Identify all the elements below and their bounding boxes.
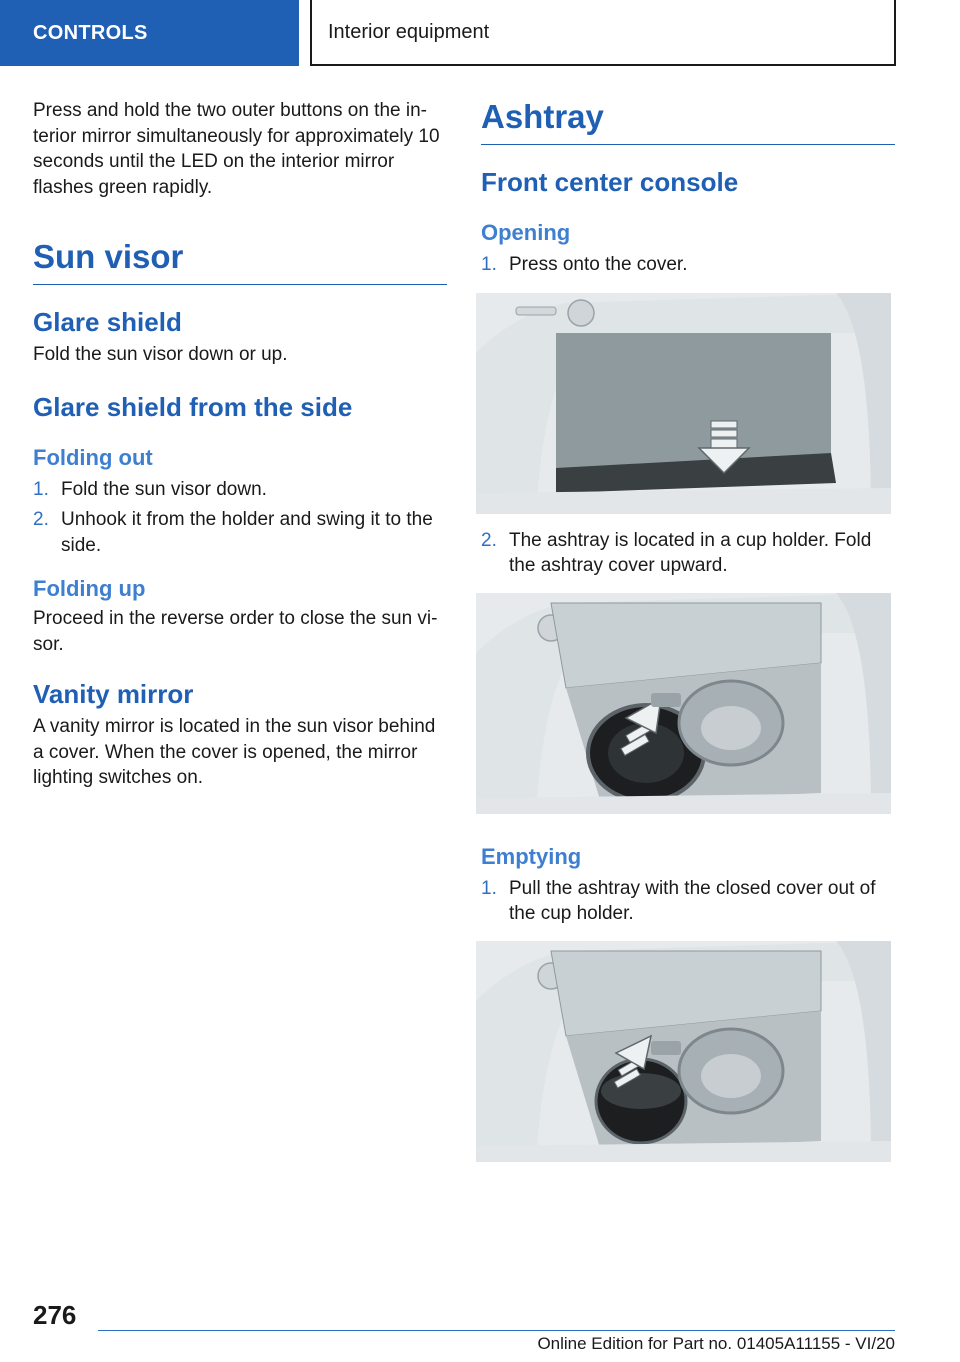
cup-holder-illustration: [476, 593, 891, 814]
glare-shield-text: Fold the sun visor down or up.: [33, 344, 288, 365]
step-number: 2.: [481, 529, 497, 551]
opening-steps-1: [481, 252, 895, 278]
vanity-mirror-text: A vanity mirror is located in the sun visor behind a cover. When the cover is opened, the mirror lighting switches on.: [33, 716, 436, 788]
heading-folding-up: Folding up: [33, 576, 146, 601]
page-number: 276: [33, 1300, 77, 1330]
opening-steps-2: [481, 528, 895, 579]
step-number: 2.: [33, 509, 49, 530]
heading-ashtray: Ashtray: [481, 98, 895, 145]
step-number: 1.: [33, 478, 49, 500]
step-number: 1.: [481, 254, 497, 275]
header-section-label: CONTROLS: [33, 21, 148, 44]
header-section-tab: [0, 0, 299, 66]
step-text: Fold the sun visor down.: [61, 478, 267, 500]
emptying-steps: [481, 876, 895, 927]
list-item: [33, 507, 447, 558]
figure-ashtray-pull: [476, 941, 891, 1162]
step-number: 1.: [481, 877, 497, 899]
right-column: [481, 98, 895, 1162]
header-chapter-label: Interior equipment: [328, 20, 490, 43]
heading-glare-shield: Glare shield: [33, 307, 182, 337]
heading-front-center-console: Front center console: [481, 167, 739, 197]
intro-paragraph: Press and hold the two outer buttons on the in-terior mirror simultaneously for approximately 10 seconds until the LED on the interior mirror flashes green rapidly.: [33, 100, 440, 198]
list-item: [481, 528, 895, 579]
step-text: The ashtray is located in a cup holder. Fold the ashtray cover upward.: [509, 529, 872, 576]
footer-divider: [98, 1330, 895, 1331]
list-item: [481, 876, 895, 927]
left-column: [33, 98, 447, 791]
list-item: [33, 477, 447, 503]
folding-out-steps: [33, 477, 447, 559]
heading-glare-shield-side: Glare shield from the side: [33, 391, 353, 422]
figure-press-cover: [476, 293, 891, 514]
list-item: [481, 252, 895, 278]
ashtray-pull-illustration: [476, 941, 891, 1162]
step-text: Unhook it from the holder and swing it to the side.: [61, 509, 433, 556]
heading-sun-visor: Sun visor: [33, 238, 447, 285]
heading-folding-out: Folding out: [33, 444, 153, 470]
heading-opening: Opening: [481, 220, 571, 245]
step-text: Pull the ashtray with the closed cover out of the cup holder.: [509, 877, 876, 924]
header-chapter-tab: [310, 0, 896, 66]
step-text: Press onto the cover.: [509, 254, 688, 275]
heading-emptying: Emptying: [481, 843, 582, 869]
footer-edition: Online Edition for Part no. 01405A11155 - VI/20: [537, 1334, 895, 1353]
folding-up-text: Proceed in the reverse order to close the sun vi-sor.: [33, 608, 438, 655]
heading-vanity-mirror: Vanity mirror: [33, 679, 194, 709]
console-illustration: [476, 293, 891, 514]
figure-ashtray-open: [476, 593, 891, 814]
